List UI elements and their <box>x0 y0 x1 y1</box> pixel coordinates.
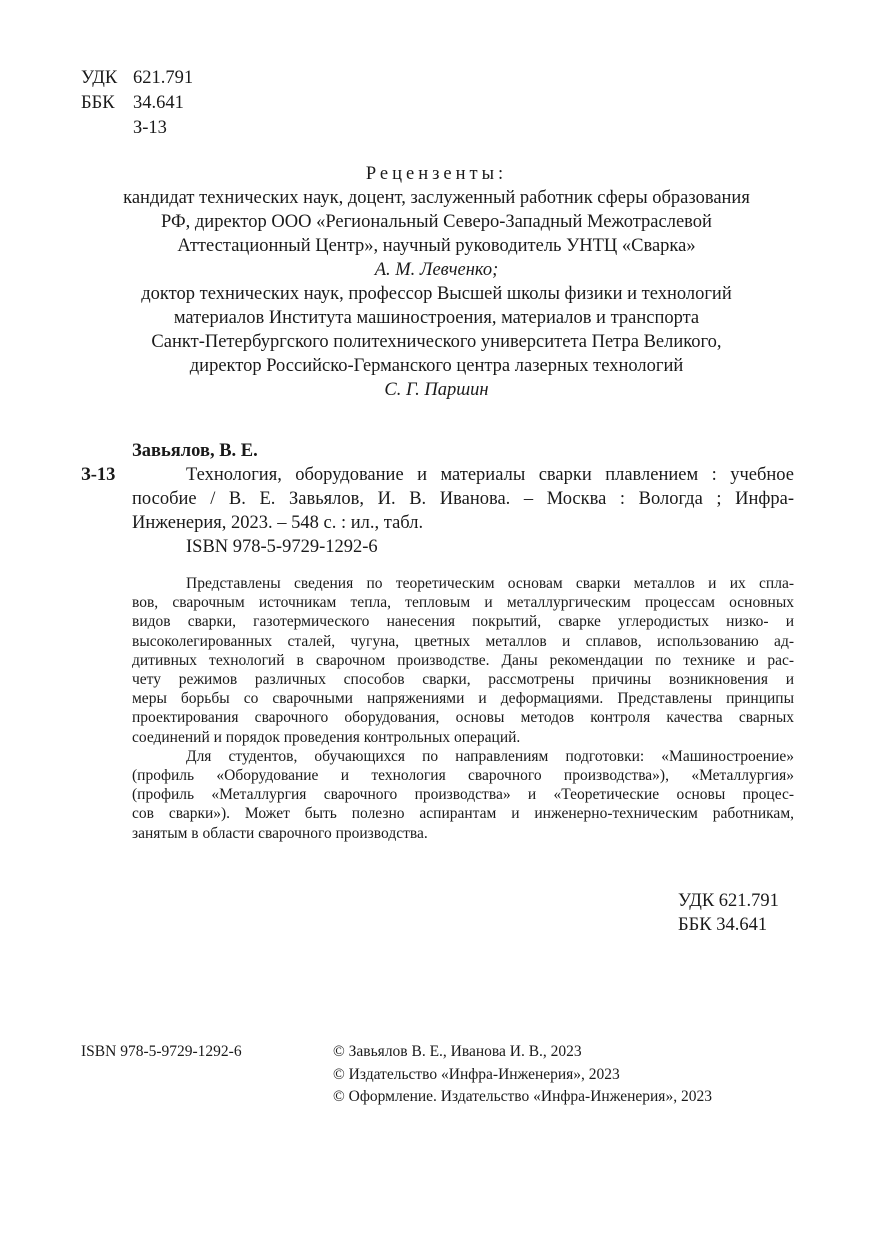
udk-label: УДК <box>81 68 118 88</box>
abstract-line: проектирования сварочного оборудования, основы методов контроля качества сварных <box>132 709 794 727</box>
classification-codes-bottom <box>678 889 779 937</box>
footer-isbn: ISBN 978-5-9729-1292-6 <box>81 1043 242 1060</box>
author-mark-row <box>81 116 193 141</box>
abstract-line: занятым в области сварочного производства. <box>132 824 428 842</box>
abstract-line: (профиль «Металлургия сварочного производства» и «Теоретические основы процес- <box>132 786 794 804</box>
abstract-line: соединений и порядок проведения контрольных операций. <box>132 728 521 746</box>
reviewer2-line: материалов Института машиностроения, материалов и транспорта <box>173 308 700 328</box>
abstract-line: Для студентов, обучающихся по направлениям подготовки: «Машиностроение» <box>186 747 794 765</box>
abstract-line: (профиль «Оборудование и технология сварочного производства»), «Металлургия» <box>132 767 794 785</box>
abstract-line: меры борьбы со сварочными напряжениями и деформациями. Представлены принципы <box>132 690 794 708</box>
catalog-code: З-13 <box>81 465 116 485</box>
bbk-row <box>81 91 193 116</box>
udk-row <box>81 66 193 91</box>
abstract <box>132 574 794 843</box>
catalog-line: Технология, оборудование и материалы сварки плавлением : учебное <box>186 465 794 485</box>
reviewer1-name: А. М. Левченко; <box>374 260 499 280</box>
udk-bottom: УДК 621.791 <box>678 891 779 911</box>
classification-codes-top <box>81 66 193 141</box>
reviewer1-line: Аттестационный Центр», научный руководитель УНТЦ «Сварка» <box>177 236 696 256</box>
abstract-line: дитивных технологий в сварочном производстве. Даны рекомендации по технике и рас- <box>132 651 794 669</box>
copyright-block <box>333 1041 712 1109</box>
abstract-line: вов, сварочным источникам тепла, тепловым и металлургическим процессам основных <box>132 594 794 612</box>
copyright-line: © Оформление. Издательство «Инфра-Инженерия», 2023 <box>333 1088 712 1105</box>
udk-value: 621.791 <box>133 68 194 88</box>
reviewer2-name: С. Г. Паршин <box>384 380 489 400</box>
abstract-line: чету режимов различных способов сварки, рассмотрены причины возникновения и <box>132 671 794 689</box>
bbk-bottom: ББК 34.641 <box>678 915 768 935</box>
catalog-isbn: ISBN 978-5-9729-1292-6 <box>186 537 378 557</box>
abstract-line: сов сварки»). Может быть полезно аспирантам и инженерно-техническим работникам, <box>132 805 794 823</box>
abstract-line: Представлены сведения по теоретическим основам сварки металлов и их спла- <box>186 575 794 592</box>
catalog-line: пособие / В. Е. Завьялов, И. В. Иванова. – Москва : Вологда ; Инфра- <box>132 489 794 509</box>
copyright-line: © Завьялов В. Е., Иванова И. В., 2023 <box>333 1043 582 1060</box>
copyright-line: © Издательство «Инфра-Инженерия», 2023 <box>333 1065 620 1083</box>
reviewer2-line: Санкт-Петербургского политехнического университета Петра Великого, <box>151 332 722 352</box>
bbk-label: ББК <box>81 93 115 113</box>
reviewers-heading: Рецензенты: <box>365 164 508 184</box>
reviewer2-line: доктор технических наук, профессор Высшей школы физики и технологий <box>141 284 732 304</box>
catalog-entry <box>132 463 794 559</box>
abstract-line: видов сварки, газотермического нанесения покрытий, сварке углеродистых низко- и <box>132 613 794 631</box>
reviewers-block <box>78 162 795 402</box>
bbk-value: 34.641 <box>133 93 184 113</box>
catalog-author: Завьялов, В. Е. <box>132 441 258 461</box>
author-mark: З-13 <box>133 118 167 138</box>
reviewer2-line: директор Российско-Германского центра лазерных технологий <box>189 356 684 376</box>
reviewer1-line: кандидат технических наук, доцент, заслуженный работник сферы образования <box>123 188 750 208</box>
reviewer1-line: РФ, директор ООО «Региональный Северо-Западный Межотраслевой <box>161 212 712 232</box>
abstract-line: высоколегированных сталей, чугуна, цветных металлов и сплавов, использованию ад- <box>132 632 794 650</box>
catalog-line: Инженерия, 2023. – 548 с. : ил., табл. <box>132 513 424 533</box>
